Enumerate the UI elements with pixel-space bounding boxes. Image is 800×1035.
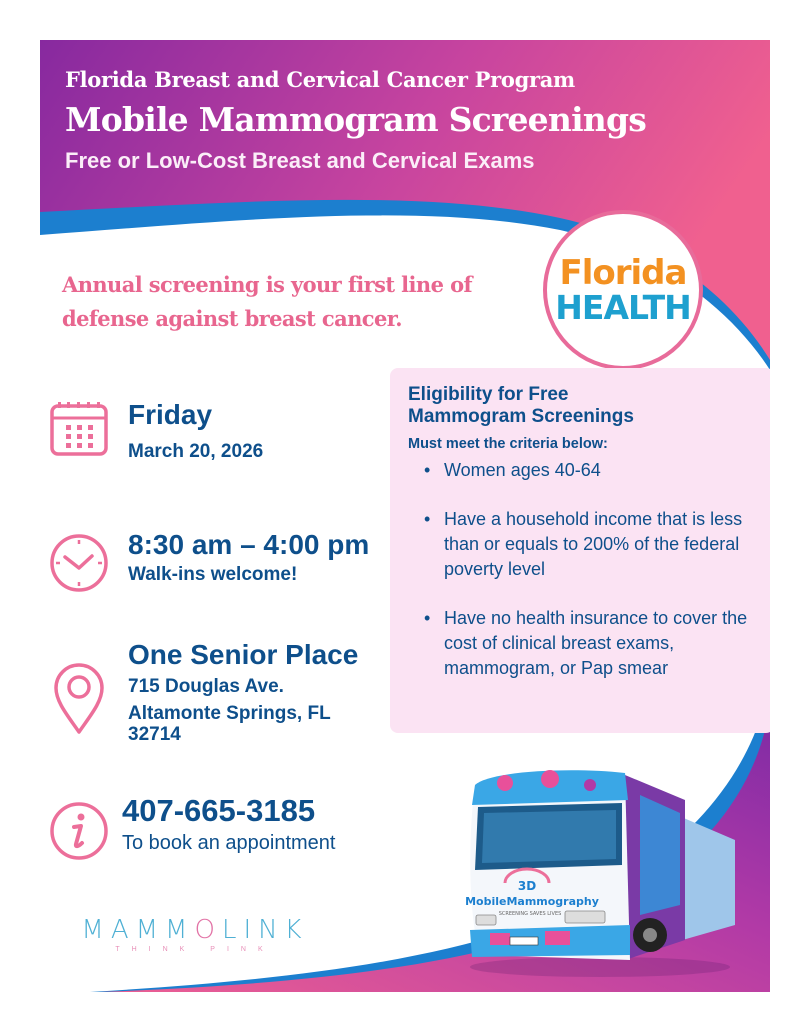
- eligibility-title-line1: Eligibility for Free: [408, 384, 569, 405]
- address-line1: 715 Douglas Ave.: [128, 676, 284, 697]
- criteria-item: [424, 507, 756, 582]
- location-name: One Senior Place: [128, 639, 359, 670]
- eligibility-title-line2: Mammogram Screenings: [408, 406, 634, 427]
- phone-note: To book an appointment: [122, 832, 336, 854]
- event-date: March 20, 2026: [128, 441, 264, 462]
- phone-text: [122, 792, 336, 856]
- tagline: Annual screening is your first line of defense against breast cancer.: [62, 272, 472, 331]
- address-line3: 32714: [128, 724, 181, 745]
- info-icon: [48, 800, 110, 862]
- criteria-text: Have no health insurance to cover the cost of clinical breast exams, mammogram, or Pap smear: [444, 608, 748, 678]
- time-text: [128, 528, 369, 588]
- bus-brand: MobileMammography: [465, 895, 599, 908]
- mammolink-pre: MAMM: [81, 915, 195, 945]
- criteria-item: [424, 606, 756, 681]
- logo-florida-text: Florida: [559, 253, 687, 293]
- event-day: Friday: [128, 399, 213, 430]
- criteria-text: Women ages 40-64: [444, 460, 601, 480]
- phone-number[interactable]: 407-665-3185: [122, 793, 316, 828]
- logo-health-text: HEALTH: [555, 288, 691, 327]
- location-text: [128, 638, 358, 745]
- mammolink-tagline: THINK PINK: [115, 946, 275, 953]
- event-time: 8:30 am – 4:00 pm: [128, 529, 370, 560]
- criteria-list: [408, 458, 756, 681]
- calendar-icon: [48, 398, 110, 460]
- mammolink-wordmark: [80, 915, 310, 945]
- bullet-icon: •: [424, 460, 431, 480]
- mammolink-post: LINK: [221, 915, 309, 945]
- program-title: Florida Breast and Cervical Cancer Program: [65, 67, 575, 92]
- header-text: [65, 66, 646, 176]
- bullet-icon: •: [424, 608, 431, 628]
- flyer: [40, 40, 770, 992]
- bullet-icon: •: [424, 509, 431, 529]
- criteria-item: [424, 458, 756, 483]
- main-title: Mobile Mammogram Screenings: [65, 100, 647, 139]
- mammolink-o: O: [194, 915, 222, 945]
- clock-icon: [48, 532, 110, 594]
- walkins-note: Walk-ins welcome!: [128, 564, 298, 585]
- bus-badge: 3D: [517, 879, 537, 893]
- florida-health-logo: [543, 210, 703, 370]
- bus-slogan: SCREENING SAVES LIVES: [498, 911, 562, 917]
- eligibility-subtitle: Must meet the criteria below:: [408, 436, 608, 452]
- mobile-mammography-bus-image: [450, 755, 740, 980]
- map-pin-icon: [48, 658, 110, 738]
- subtitle: Free or Low-Cost Breast and Cervical Exams: [65, 148, 535, 173]
- eligibility-panel: [390, 368, 770, 733]
- mammolink-logo: [80, 915, 310, 955]
- criteria-text: Have a household income that is less than or equals to 200% of the federal poverty level: [444, 509, 743, 579]
- date-text: [128, 398, 263, 465]
- address-line2: Altamonte Springs, FL: [128, 703, 331, 724]
